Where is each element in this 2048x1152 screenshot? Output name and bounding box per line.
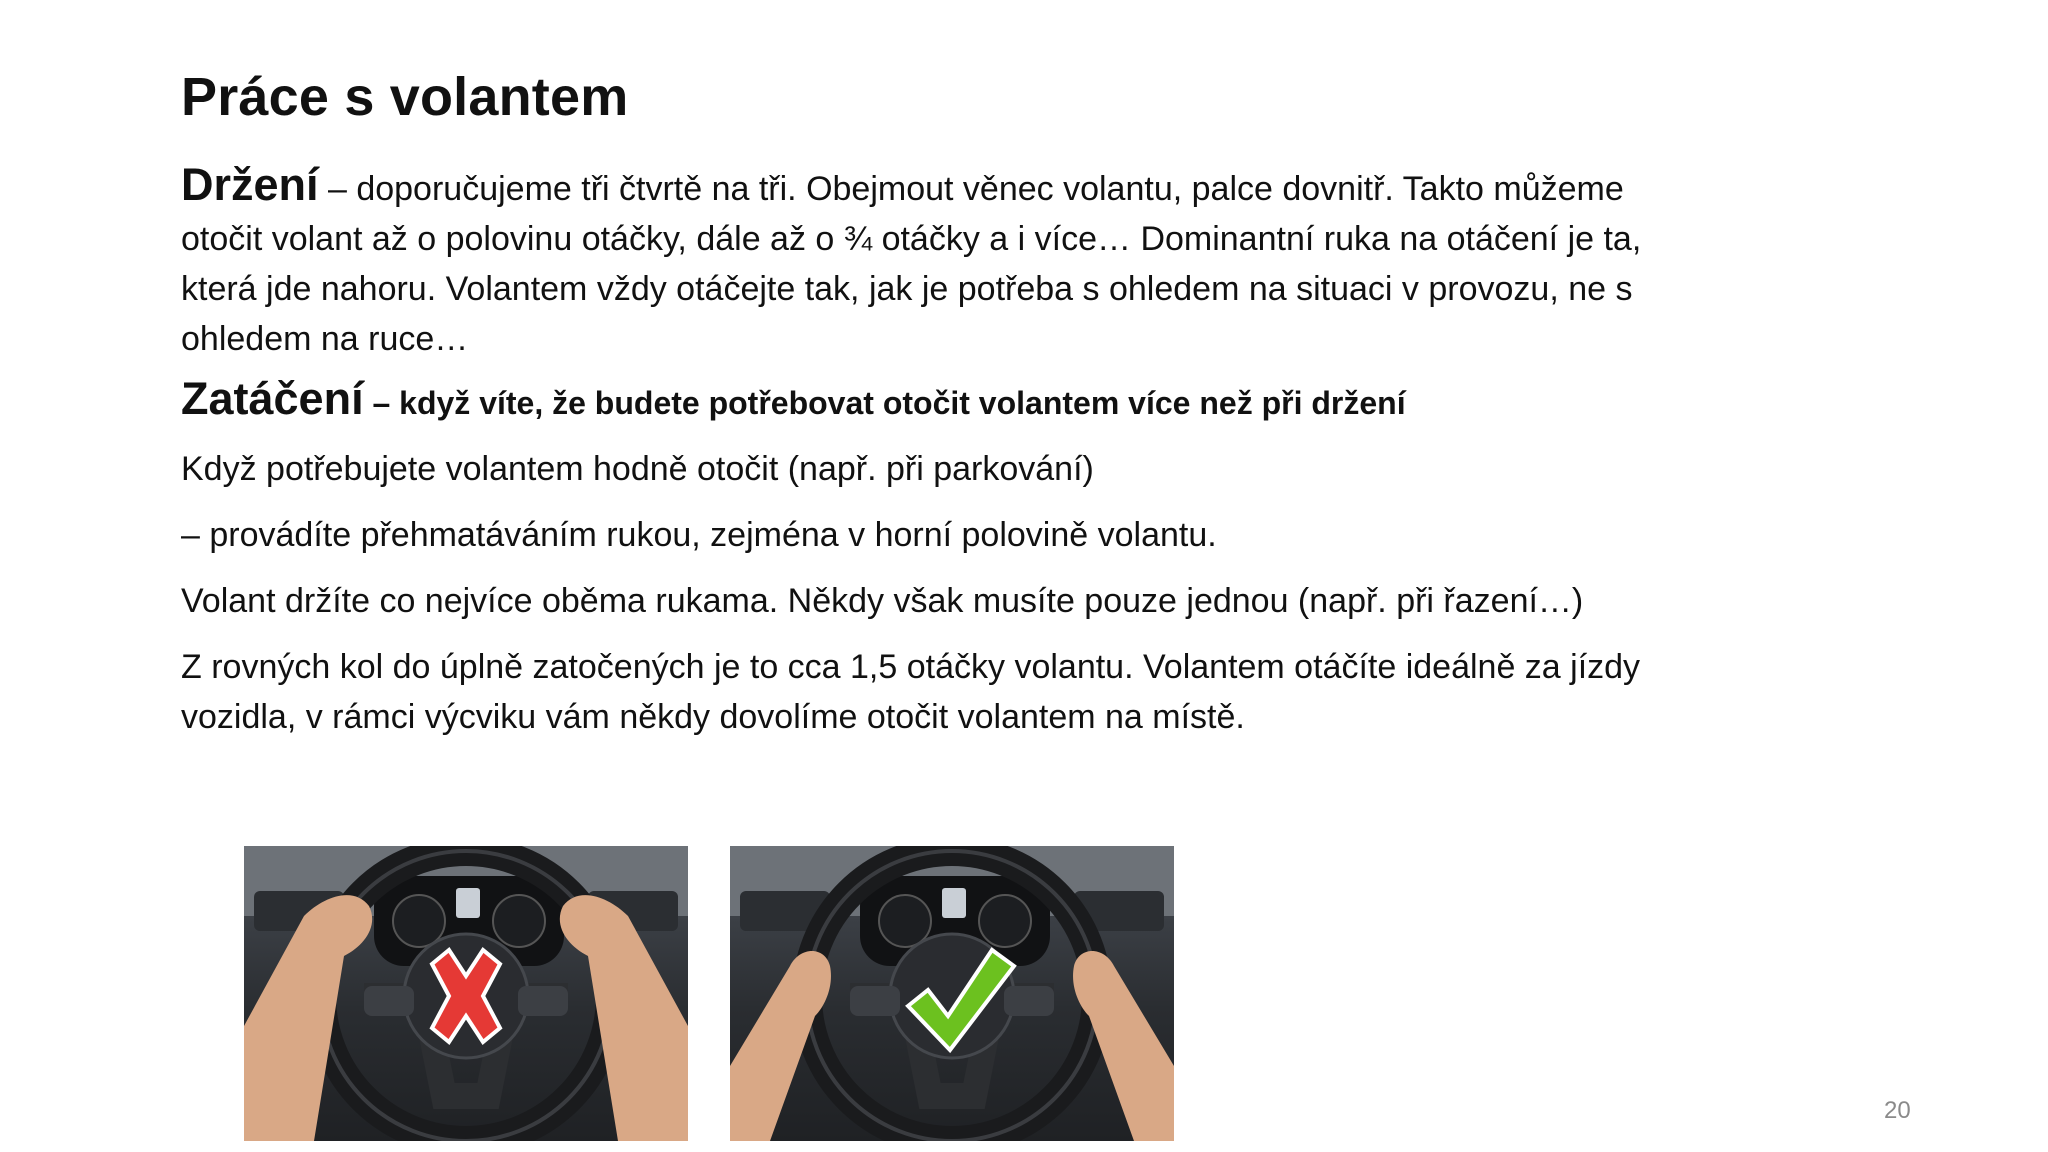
turning-heading: Zatáčení bbox=[181, 373, 364, 424]
text-paragraph-2: – provádíte přehmatáváním rukou, zejména v horní polovině volantu. bbox=[181, 516, 1217, 554]
wrong-grip-photo bbox=[244, 846, 688, 1141]
text-paragraph-1: Když potřebujete volantem hodně otočit (např. při parkování) bbox=[181, 450, 1094, 488]
text-paragraph-4: Z rovných kol do úplně zatočených je to cca 1,5 otáčky volantu. Volantem otáčíte ideálně za jízdy vozidla, v rámci výcviku vám někdy dovolíme otočit volantem na místě. bbox=[181, 648, 1641, 736]
slide-title: Práce s volantem bbox=[181, 67, 629, 127]
correct-grip-photo bbox=[730, 846, 1174, 1141]
grip-heading: Držení bbox=[181, 159, 319, 210]
grip-paragraph bbox=[181, 160, 1651, 364]
turning-subheading: – když víte, že budete potřebovat otočit volantem více než při držení bbox=[363, 385, 1406, 421]
slide-body bbox=[181, 160, 1651, 742]
text-paragraph-3: Volant držíte co nejvíce oběma rukama. Někdy však musíte pouze jednou (např. při řazení…) bbox=[181, 582, 1584, 620]
correct-grip-illustration bbox=[730, 846, 1174, 1141]
turning-paragraph bbox=[181, 374, 1651, 428]
page-number: 20 bbox=[1884, 1097, 1911, 1124]
grip-text: – doporučujeme tři čtvrtě na tři. Obejmout věnec volantu, palce dovnitř. Takto můžeme otočit volant až o polovinu otáčky, dále až o ¾ otáčky a i více… Dominantní ruka na otáčení je ta, která jde nahoru. Volantem vždy otáčejte tak, jak je potřeba s ohledem na situaci v provozu, ne s ohledem na ruce… bbox=[181, 170, 1642, 358]
steering-photos bbox=[244, 846, 1174, 1141]
wrong-grip-illustration bbox=[244, 846, 688, 1141]
